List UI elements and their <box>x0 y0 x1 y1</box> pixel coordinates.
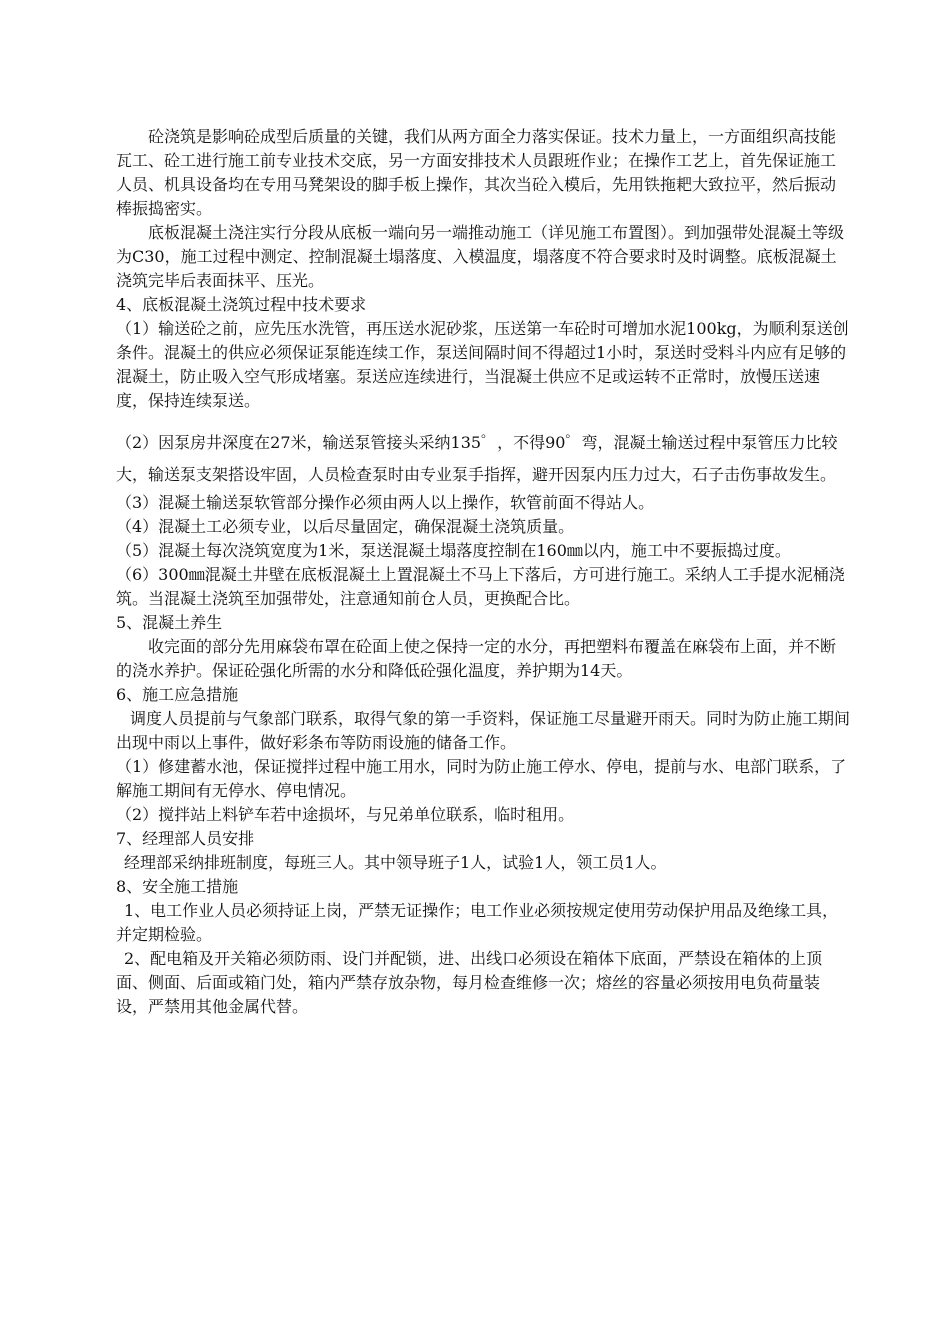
section-heading-5: 5、混凝土养生 <box>116 613 223 632</box>
list-item-4-3: （3）混凝土输送泵软管部分操作必须由两人以上操作，软管前面不得站人。 <box>116 493 655 512</box>
list-item-8-1: 1、电工作业人员必须持证上岗，严禁无证操作；电工作业必须按规定使用劳动保护用品及绝缘工具，并定期检验。 <box>116 901 839 944</box>
section-heading-6: 6、施工应急措施 <box>116 685 239 704</box>
section-heading-8: 8、安全施工措施 <box>116 877 239 896</box>
section-heading-7: 7、经理部人员安排 <box>116 829 255 848</box>
paragraph-floor-slab-pouring: 底板混凝土浇注实行分段从底板一端向另一端推动施工（详见施工布置图）。到加强带处混凝土等级为C30，施工过程中测定、控制混凝土塌落度、入模温度，塌落度不符合要求时及时调整。底板混凝土浇筑完毕后表面抹平、压光。 <box>116 223 845 290</box>
list-item-4-6: （6）300㎜混凝土井壁在底板混凝土上置混凝土不马上下落后，方可进行施工。采纳人工手提水泥桶浇筑。当混凝土浇筑至加强带处，注意通知前仓人员，更换配合比。 <box>116 565 845 608</box>
document-page <box>116 125 850 1019</box>
paragraph-staffing: 经理部采纳排班制度，每班三人。其中领导班子1人，试验1人，领工员1人。 <box>124 853 667 872</box>
list-item-4-1: （1）输送砼之前，应先压水洗管，再压送水泥砂浆，压送第一车砼时可增加水泥100kg，为顺利泵送创条件。混凝土的供应必须保证泵能连续工作，泵送间隔时间不得超过1小时，泵送时受料斗内应有足够的混凝土，防止吸入空气形成堵塞。泵送应连续进行，当混凝土供应不足或运转不正常时，放慢压送速度，保持连续泵送。 <box>116 319 849 410</box>
list-item-6-2: （2）搅拌站上料铲车若中途损坏，与兄弟单位联系，临时租用。 <box>116 805 575 824</box>
list-item-8-2: 2、配电箱及开关箱必须防雨、设门并配锁，进、出线口必须设在箱体下底面，严禁设在箱体的上顶面、侧面、后面或箱门处，箱内严禁存放杂物，每月检查维修一次；熔丝的容量必须按用电负荷量装设，严禁用其他金属代替。 <box>116 949 823 1016</box>
list-item-4-5: （5）混凝土每次浇筑宽度为1米，泵送混凝土塌落度控制在160㎜以内，施工中不要振捣过度。 <box>116 541 791 560</box>
paragraph-concrete-pouring: 砼浇筑是影响砼成型后质量的关键，我们从两方面全力落实保证。技术力量上，一方面组织高技能瓦工、砼工进行施工前专业技术交底，另一方面安排技术人员跟班作业；在操作工艺上，首先保证施工人员、机具设备均在专用马凳架设的脚手板上操作，其次当砼入模后，先用铁拖耙大致拉平，然后振动棒振捣密实。 <box>116 127 837 218</box>
section-heading-4: 4、底板混凝土浇筑过程中技术要求 <box>116 295 367 314</box>
list-item-4-2: （2）因泵房井深度在27米，输送泵管接头采纳135゜，不得90゜弯，混凝土输送过程中泵管压力比较大，输送泵支架搭设牢固，人员检查泵时由专业泵手指挥，避开因泵内压力过大，石子击伤事故发生。 <box>116 433 838 484</box>
list-item-6-1: （1）修建蓄水池，保证搅拌过程中施工用水，同时为防止施工停水、停电，提前与水、电部门联系，了解施工期间有无停水、停电情况。 <box>116 757 847 800</box>
list-item-4-4: （4）混凝土工必须专业，以后尽量固定，确保混凝土浇筑质量。 <box>116 517 575 536</box>
paragraph-curing: 收完面的部分先用麻袋布罩在砼面上使之保持一定的水分，再把塑料布覆盖在麻袋布上面，并不断的浇水养护。保证砼强化所需的水分和降低砼强化温度，养护期为14天。 <box>116 637 837 680</box>
paragraph-emergency: 调度人员提前与气象部门联系，取得气象的第一手资料，保证施工尽量避开雨天。同时为防止施工期间出现中雨以上事件，做好彩条布等防雨设施的储备工作。 <box>116 709 851 752</box>
